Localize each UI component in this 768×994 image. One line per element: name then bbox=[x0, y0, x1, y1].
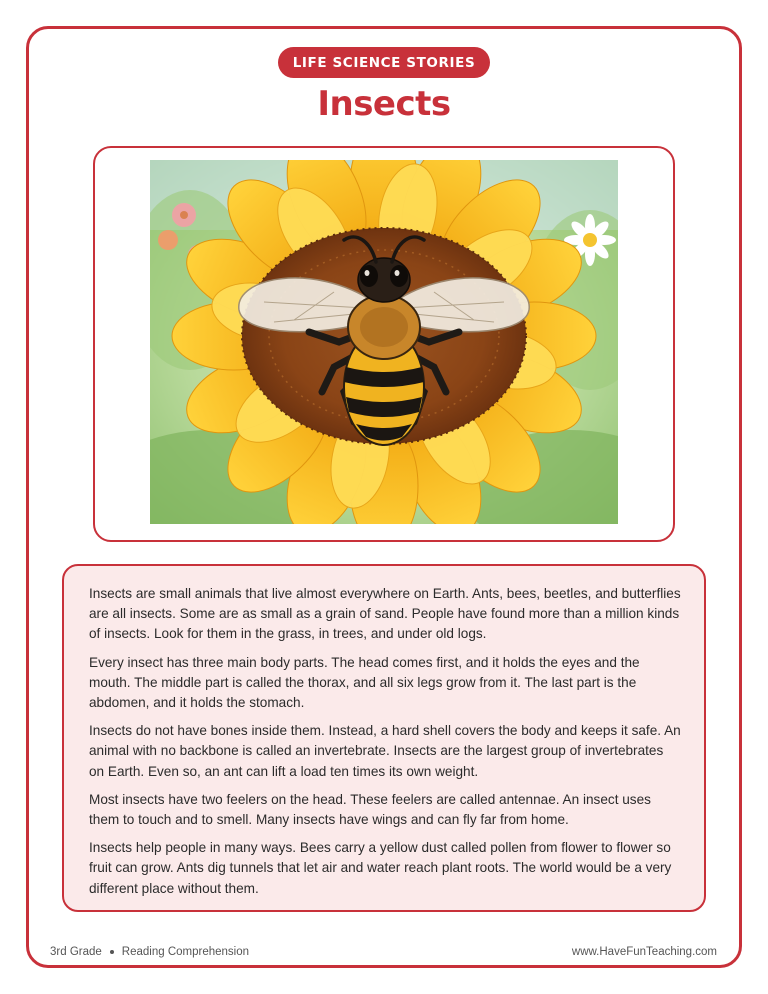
reading-passage bbox=[62, 564, 706, 912]
series-label: LIFE SCIENCE STORIES bbox=[292, 54, 476, 71]
bee-on-sunflower-illustration bbox=[150, 160, 618, 524]
footer-grade: 3rd Grade bbox=[50, 946, 102, 958]
footer-subject: Reading Comprehension bbox=[121, 946, 249, 958]
bullet-dot-icon bbox=[110, 950, 114, 954]
page-title: Insects bbox=[317, 84, 451, 124]
footer-info bbox=[50, 946, 249, 958]
passage-paragraph: Insects do not have bones inside them. Instead, a hard shell covers the body and keeps it safe. An animal with no backbone is called an invertebrate. Insects are the largest group of invertebrates on Earth. Even so, an ant can lift a load ten times its own weight. bbox=[89, 723, 681, 779]
footer-website: www.HaveFunTeaching.com bbox=[571, 946, 717, 958]
passage-paragraph: Most insects have two feelers on the head. These feelers are called antennae. An insect uses them to touch and to smell. Many insects have wings and can fly far from home. bbox=[89, 791, 651, 828]
series-label-badge bbox=[278, 47, 490, 78]
passage-paragraph: Every insect has three main body parts. The head comes first, and it holds the eyes and the mouth. The middle part is called the thorax, and all six legs grow from it. The last part is the abdomen, and it holds the stomach. bbox=[89, 654, 640, 711]
passage-paragraph: Insects help people in many ways. Bees carry a yellow dust called pollen from flower to flower so fruit can grow. Ants dig tunnels that let air and water reach plant roots. The world would be a very different place without them. bbox=[89, 840, 672, 896]
passage-paragraph: Insects are small animals that live almost everywhere on Earth. Ants, bees, beetles, and butterflies are all insects. Some are as small as a grain of sand. People have found more than a million kinds of insects. Look for them in the grass, in trees, and under old logs. bbox=[89, 586, 681, 642]
